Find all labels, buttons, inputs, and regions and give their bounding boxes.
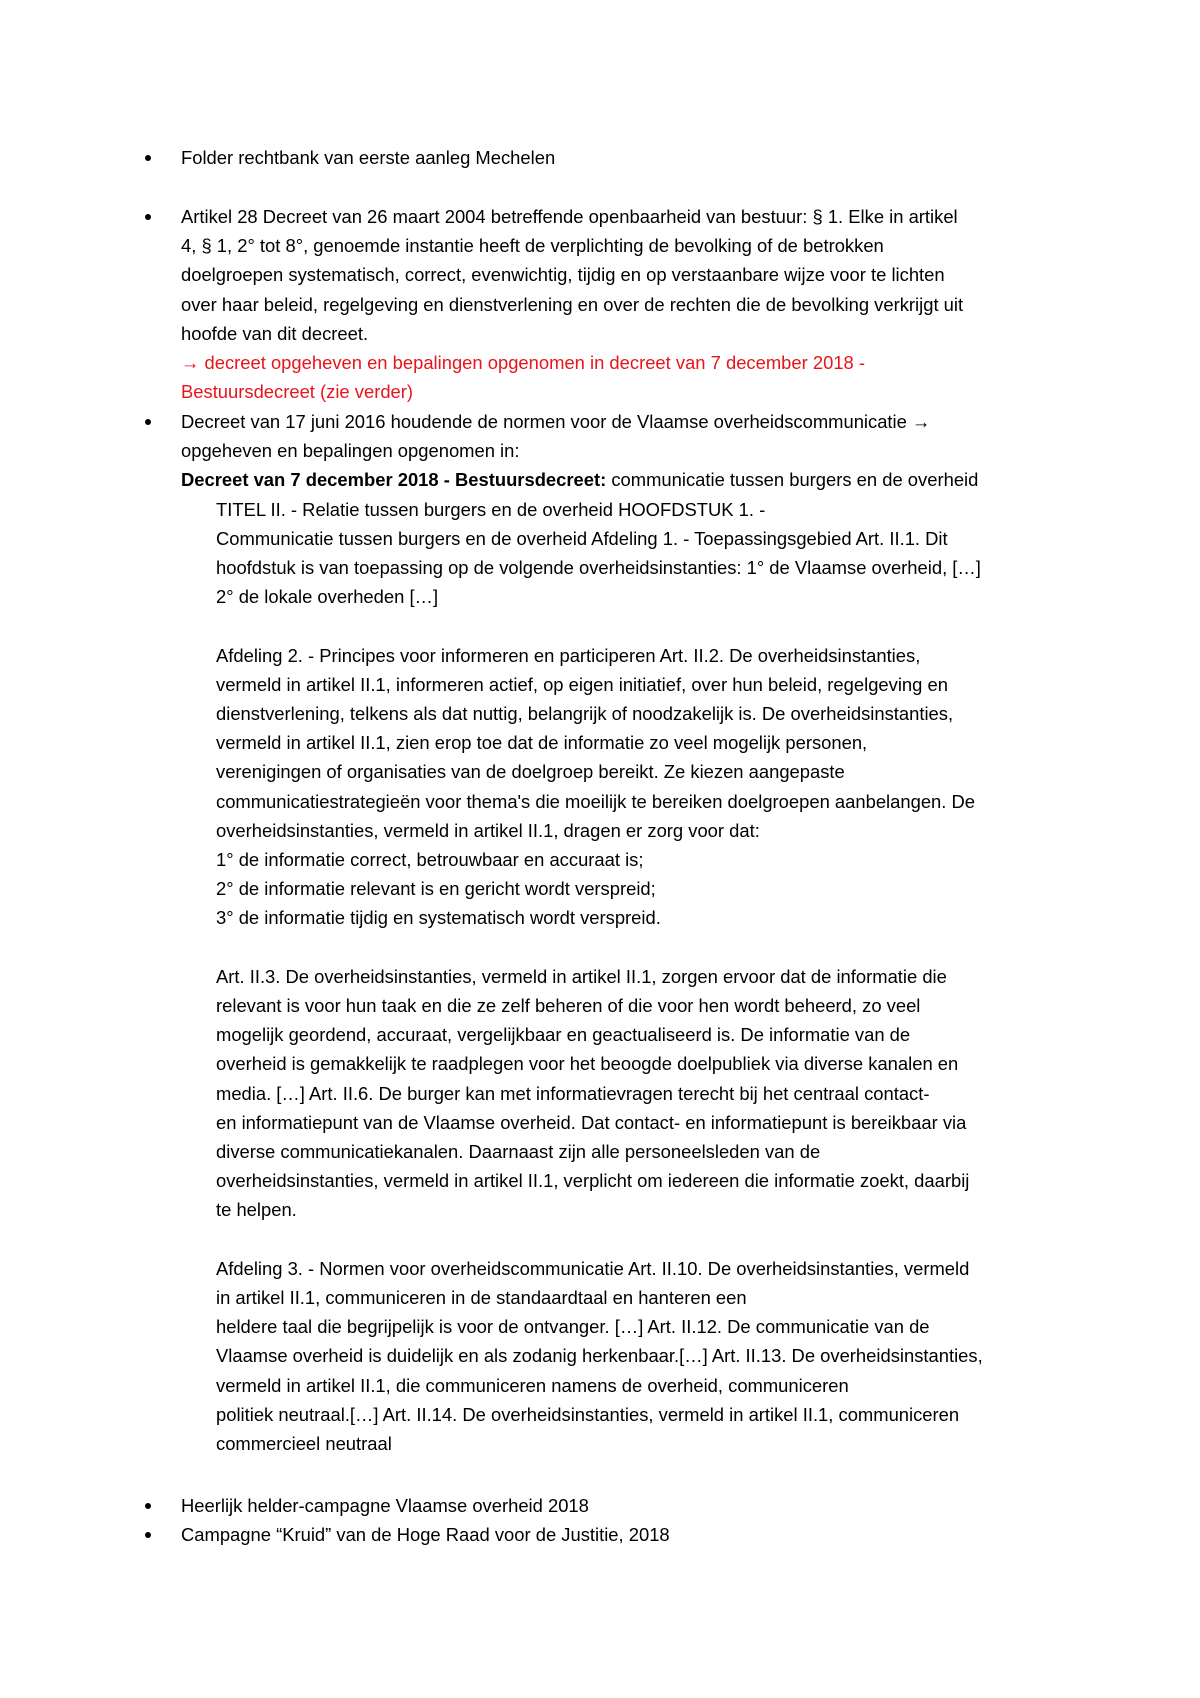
paragraph-line: Art. II.3. De overheidsinstanties, vermeld in artikel II.1, zorgen ervoor dat de informatie die <box>216 965 947 987</box>
paragraph-line: 1° de informatie correct, betrouwbaar en accuraat is; <box>216 849 644 871</box>
paragraph-line: opgeheven en bepalingen opgenomen in: <box>181 440 520 462</box>
paragraph-line: en informatiepunt van de Vlaamse overheid. Dat contact- en informatiepunt is bereikbaar via <box>216 1111 967 1133</box>
paragraph-line: media. […] Art. II.6. De burger kan met informatievragen terecht bij het centraal contact- <box>216 1082 930 1104</box>
paragraph-line: heldere taal die begrijpelijk is voor de ontvanger. […] Art. II.12. De communicatie van de <box>216 1316 930 1338</box>
paragraph-line: vermeld in artikel II.1, die communiceren namens de overheid, communiceren <box>216 1374 849 1396</box>
decree-heading <box>181 465 1061 494</box>
section-afdeling-3 <box>181 1254 1061 1458</box>
list-item-folder <box>181 143 1061 172</box>
paragraph-gap <box>216 933 1061 962</box>
paragraph-line: 4, § 1, 2° tot 8°, genoemde instantie heeft de verplichting de bevolking of de betrokken <box>181 235 884 257</box>
paragraph-line: 2° de lokale overheden […] <box>216 586 439 608</box>
list-item-artikel-28 <box>181 202 1061 406</box>
paragraph-line: in artikel II.1, communiceren in de standaardtaal en hanteren een <box>216 1287 747 1309</box>
bullet-dot-icon <box>145 155 151 161</box>
paragraph-line: Decreet van 17 juni 2016 houdende de normen voor de Vlaamse overheidscommunicatie → <box>181 411 931 432</box>
paragraph-line: Communicatie tussen burgers en de overheid Afdeling 1. - Toepassingsgebied Art. II.1. Dit <box>216 527 948 549</box>
section-art-ii-3 <box>181 962 1061 1254</box>
red-note-line: Bestuursdecreet (zie verder) <box>181 381 414 403</box>
paragraph-line: relevant is voor hun taak en die ze zelf beheren of die voor hen wordt beheerd, zo veel <box>216 995 921 1017</box>
paragraph-line: te helpen. <box>216 1199 297 1221</box>
paragraph-line: hoofde van dit decreet. <box>181 322 369 344</box>
paragraph-line: Vlaamse overheid is duidelijk en als zodanig herkenbaar.[…] Art. II.13. De overheidsinstanties, <box>216 1345 983 1367</box>
paragraph-line: politiek neutraal.[…] Art. II.14. De overheidsinstanties, vermeld in artikel II.1, communiceren <box>216 1403 960 1425</box>
bullet-dot-icon <box>145 419 151 425</box>
decree-title: Decreet van 7 december 2018 - Bestuursdecreet: <box>181 469 607 491</box>
paragraph-line: Afdeling 2. - Principes voor informeren en participeren Art. II.2. De overheidsinstanties, <box>216 644 921 666</box>
paragraph-line: vermeld in artikel II.1, informeren actief, op eigen initiatief, over hun beleid, regelgeving en <box>216 673 948 695</box>
item-text: Heerlijk helder-campagne Vlaamse overheid 2018 <box>181 1495 589 1516</box>
paragraph-line: communicatiestrategieën voor thema's die moeilijk te bereiken doelgroepen aanbelangen. De <box>216 790 976 812</box>
paragraph-line: mogelijk geordend, accuraat, vergelijkbaar en geactualiseerd is. De informatie van de <box>216 1024 911 1046</box>
paragraph-line: 3° de informatie tijdig en systematisch wordt verspreid. <box>216 907 661 929</box>
bullet-dot-icon <box>145 214 151 220</box>
list-item-heerlijk-helder <box>181 1491 1061 1520</box>
paragraph-line: verenigingen of organisaties van de doelgroep bereikt. Ze kiezen aangepaste <box>216 761 845 783</box>
paragraph-line: Artikel 28 Decreet van 26 maart 2004 betreffende openbaarheid van bestuur: § 1. Elke in artikel <box>181 206 958 227</box>
paragraph-line: overheid is gemakkelijk te raadplegen voor het beoogde doelpubliek via diverse kanalen en <box>216 1053 959 1075</box>
list-item-campagne-kruid <box>181 1520 1061 1549</box>
red-note-line: → decreet opgeheven en bepalingen opgenomen in decreet van 7 december 2018 - <box>181 352 866 374</box>
paragraph-line: doelgroepen systematisch, correct, evenwichtig, tijdig en op verstaanbare wijze voor te lichten <box>181 264 945 286</box>
paragraph-line: over haar beleid, regelgeving en dienstverlening en over de rechten die de bevolking verkrijgt uit <box>181 293 964 315</box>
paragraph-line: 2° de informatie relevant is en gericht wordt verspreid; <box>216 878 656 900</box>
bullet-dot-icon <box>145 1503 151 1509</box>
paragraph-line: overheidsinstanties, vermeld in artikel II.1, verplicht om iedereen die informatie zoekt, daarbij <box>216 1170 970 1192</box>
section-afdeling-2 <box>181 641 1061 962</box>
paragraph-line: overheidsinstanties, vermeld in artikel II.1, dragen er zorg voor dat: <box>216 819 760 841</box>
item-text: Folder rechtbank van eerste aanleg Mechelen <box>181 147 556 168</box>
paragraph-line: Afdeling 3. - Normen voor overheidscommunicatie Art. II.10. De overheidsinstanties, vermeld <box>216 1257 970 1279</box>
paragraph-line: diverse communicatiekanalen. Daarnaast zijn alle personeelsleden van de <box>216 1141 821 1163</box>
bullet-dot-icon <box>145 1532 151 1538</box>
list-item-decreet-2016 <box>181 407 1061 1458</box>
paragraph-line: vermeld in artikel II.1, zien erop toe dat de informatie zo veel mogelijk personen, <box>216 732 868 754</box>
paragraph-gap <box>216 611 1061 640</box>
section-titel-ii <box>181 495 1061 641</box>
paragraph-line: TITEL II. - Relatie tussen burgers en de overheid HOOFDSTUK 1. - <box>216 498 766 520</box>
decree-subtitle: communicatie tussen burgers en de overheid <box>606 469 979 491</box>
paragraph-line: commercieel neutraal <box>216 1433 392 1455</box>
item-text: Campagne “Kruid” van de Hoge Raad voor de Justitie, 2018 <box>181 1524 670 1545</box>
paragraph-line: dienstverlening, telkens als dat nuttig, belangrijk of noodzakelijk is. De overheidsinstanties, <box>216 703 954 725</box>
paragraph-gap <box>216 1225 1061 1254</box>
paragraph-line: hoofdstuk is van toepassing op de volgende overheidsinstanties: 1° de Vlaamse overheid, […] <box>216 557 981 579</box>
